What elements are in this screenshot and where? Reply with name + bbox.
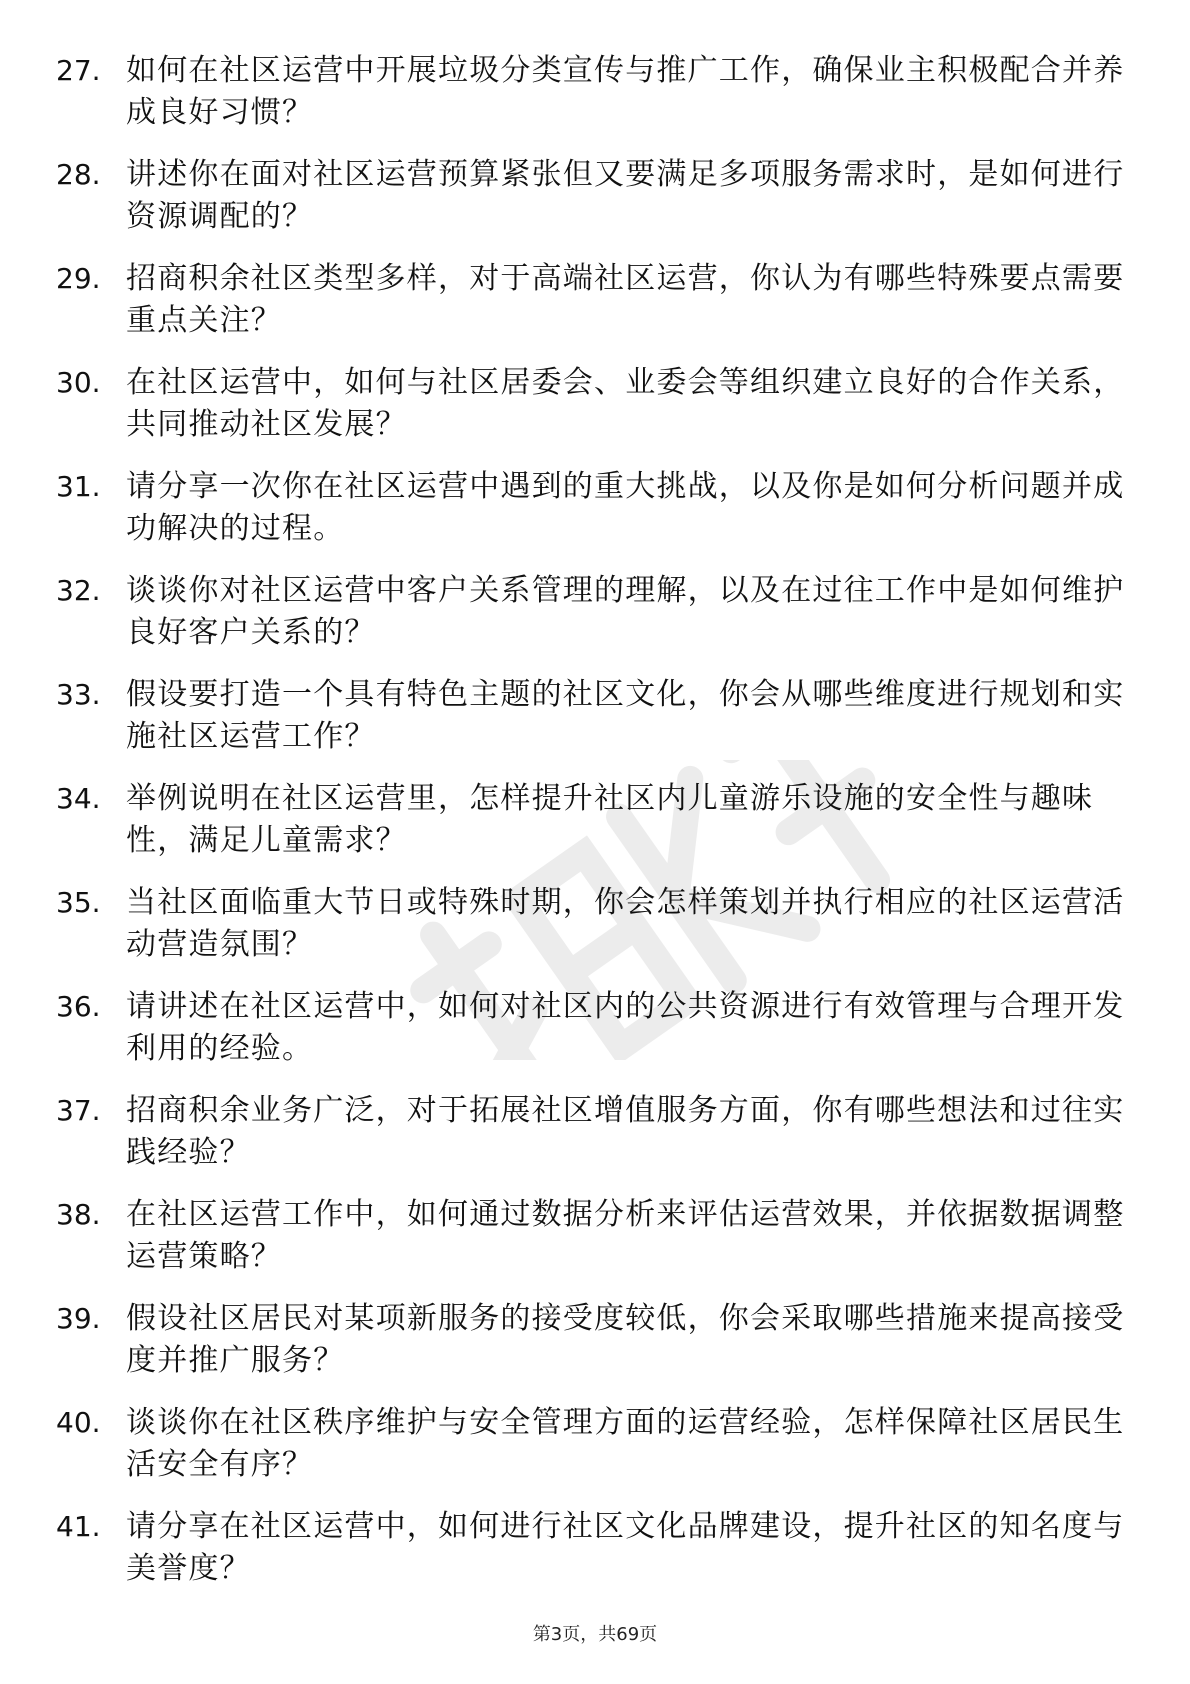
question-number: 28.: [56, 158, 101, 191]
question-number: 34.: [56, 782, 101, 815]
question-text: 在社区运营工作中，如何通过数据分析来评估运营效果，并依据数据调整运营策略？: [126, 1197, 1125, 1274]
question-number: 35.: [56, 886, 101, 919]
list-item: [56, 1194, 1136, 1298]
question-text: 请讲述在社区运营中，如何对社区内的公共资源进行有效管理与合理开发利用的经验。: [126, 989, 1125, 1066]
question-text: 当社区面临重大节日或特殊时期，你会怎样策划并执行相应的社区运营活动营造氛围？: [126, 885, 1125, 962]
question-list: [56, 50, 1136, 1610]
list-item: [56, 1402, 1136, 1506]
list-item: [56, 1298, 1136, 1402]
question-text: 假设社区居民对某项新服务的接受度较低，你会采取哪些措施来提高接受度并推广服务？: [126, 1301, 1125, 1378]
question-text: 假设要打造一个具有特色主题的社区文化，你会从哪些维度进行规划和实施社区运营工作？: [126, 677, 1125, 754]
list-item: [56, 50, 1136, 154]
list-item: [56, 1506, 1136, 1610]
question-text: 谈谈你在社区秩序维护与安全管理方面的运营经验，怎样保障社区居民生活安全有序？: [126, 1405, 1125, 1482]
list-item: [56, 674, 1136, 778]
question-text: 在社区运营中，如何与社区居委会、业委会等组织建立良好的合作关系，共同推动社区发展？: [126, 365, 1125, 442]
question-text: 如何在社区运营中开展垃圾分类宣传与推广工作，确保业主积极配合并养成良好习惯？: [126, 53, 1125, 130]
question-number: 38.: [56, 1198, 101, 1231]
question-text: 谈谈你对社区运营中客户关系管理的理解，以及在过往工作中是如何维护良好客户关系的？: [126, 573, 1125, 650]
list-item: [56, 154, 1136, 258]
question-number: 30.: [56, 366, 101, 399]
question-number: 36.: [56, 990, 101, 1023]
question-number: 27.: [56, 54, 101, 87]
question-number: 40.: [56, 1406, 101, 1439]
question-text: 请分享在社区运营中，如何进行社区文化品牌建设，提升社区的知名度与美誉度？: [126, 1509, 1125, 1586]
question-number: 33.: [56, 678, 101, 711]
question-text: 举例说明在社区运营里，怎样提升社区内儿童游乐设施的安全性与趣味性，满足儿童需求？: [126, 781, 1094, 858]
question-number: 39.: [56, 1302, 101, 1335]
question-number: 29.: [56, 262, 101, 295]
list-item: [56, 986, 1136, 1090]
list-item: [56, 362, 1136, 466]
list-item: [56, 1090, 1136, 1194]
question-text: 招商积余业务广泛，对于拓展社区增值服务方面，你有哪些想法和过往实践经验？: [126, 1093, 1125, 1170]
question-number: 37.: [56, 1094, 101, 1127]
question-text: 讲述你在面对社区运营预算紧张但又要满足多项服务需求时，是如何进行资源调配的？: [126, 157, 1125, 234]
list-item: [56, 258, 1136, 362]
list-item: [56, 466, 1136, 570]
list-item: [56, 882, 1136, 986]
question-number: 31.: [56, 470, 101, 503]
question-text: 招商积余社区类型多样，对于高端社区运营，你认为有哪些特殊要点需要重点关注？: [126, 261, 1125, 338]
question-number: 32.: [56, 574, 101, 607]
question-number: 41.: [56, 1510, 101, 1543]
page-footer: 第3页，共69页: [532, 1624, 658, 1645]
question-text: 请分享一次你在社区运营中遇到的重大挑战，以及你是如何分析问题并成功解决的过程。: [126, 469, 1125, 546]
list-item: [56, 778, 1136, 882]
list-item: [56, 570, 1136, 674]
